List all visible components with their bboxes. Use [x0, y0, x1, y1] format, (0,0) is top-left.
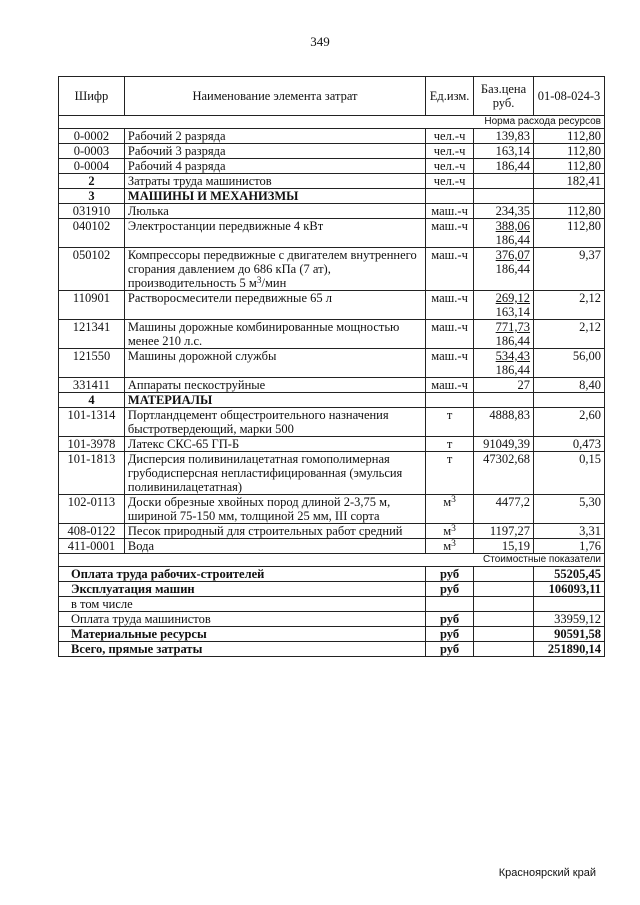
row-name — [124, 437, 425, 452]
row-name-text: Дисперсия поливинилацетатная гомополимерная грубодисперсная непластифицированная (эмульсия поливинилацетатная) — [127, 452, 403, 494]
row-name — [124, 320, 425, 349]
row-code — [59, 437, 125, 452]
summary-unit-text: руб — [440, 582, 460, 596]
row-unit-text: т — [446, 408, 453, 422]
row-price-text: 186,44 — [495, 159, 531, 173]
row-unit-text: м — [443, 539, 452, 553]
row-code-text: 101-1813 — [67, 452, 116, 466]
row-price-secondary: 186,44 — [495, 334, 531, 348]
row-code-text: 102-0113 — [67, 495, 116, 509]
row-name — [124, 189, 425, 204]
row-price — [474, 291, 534, 320]
row-unit — [426, 159, 474, 174]
row-code-text: 4 — [88, 393, 95, 407]
row-name-text: Вода — [127, 539, 155, 553]
header-unit: Ед.изм. — [426, 77, 474, 116]
row-unit-text: м — [443, 495, 452, 509]
row-name — [124, 539, 425, 554]
row-name-text: Машины дорожной службы — [127, 349, 277, 363]
row-unit — [426, 129, 474, 144]
row-code-text: 101-3978 — [67, 437, 116, 451]
row-price — [474, 320, 534, 349]
row-code — [59, 219, 125, 248]
row-norm — [534, 129, 605, 144]
row-name — [124, 144, 425, 159]
summary-row — [59, 612, 605, 627]
summary-value-text: 90591,58 — [554, 627, 601, 641]
row-norm-text: 2,60 — [579, 408, 601, 422]
norm-caption: Норма расхода ресурсов — [59, 116, 605, 129]
row-unit-text: м — [443, 524, 452, 538]
summary-name-text: Оплата труда рабочих-строителей — [71, 567, 265, 581]
row-price-secondary: 186,44 — [495, 363, 531, 377]
row-code-text: 110901 — [72, 291, 110, 305]
row-norm — [534, 189, 605, 204]
row-unit-sup: 3 — [451, 495, 456, 505]
table-row — [59, 349, 605, 378]
row-price-text: 771,73 — [495, 320, 531, 334]
row-price-text: 47302,68 — [483, 452, 531, 466]
row-name-text: Машины дорожные комбинированные мощностью менее 210 л.с. — [127, 320, 400, 348]
row-unit — [426, 248, 474, 291]
summary-unit — [426, 567, 474, 582]
summary-value — [534, 567, 605, 582]
summary-value-text: 33959,12 — [554, 612, 601, 626]
summary-name-text: Материальные ресурсы — [71, 627, 207, 641]
row-name — [124, 378, 425, 393]
summary-name-text: Оплата труда машинистов — [71, 612, 211, 626]
row-unit-text: чел.-ч — [433, 159, 466, 173]
row-name-tail: /мин — [261, 276, 287, 290]
summary-row — [59, 567, 605, 582]
header-code: Шифр — [59, 77, 125, 116]
summary-unit-text: руб — [440, 567, 460, 581]
row-code — [59, 524, 125, 539]
summary-row — [59, 597, 605, 612]
row-norm-text: 5,30 — [579, 495, 601, 509]
table-row — [59, 204, 605, 219]
row-norm — [534, 174, 605, 189]
row-unit — [426, 204, 474, 219]
row-price-secondary: 163,14 — [495, 305, 531, 319]
row-name — [124, 174, 425, 189]
row-code-text: 050102 — [72, 248, 111, 262]
table-row — [59, 378, 605, 393]
row-code-text: 040102 — [72, 219, 111, 233]
row-unit — [426, 291, 474, 320]
summary-value — [534, 612, 605, 627]
cost-caption: Стоимостные показатели — [59, 554, 605, 567]
row-unit-text: маш.-ч — [431, 291, 468, 305]
summary-value-text: 55205,45 — [554, 567, 601, 581]
row-code-text: 408-0122 — [67, 524, 116, 538]
row-norm — [534, 524, 605, 539]
row-name — [124, 393, 425, 408]
resource-norm-table — [58, 76, 605, 657]
row-unit-text: чел.-ч — [433, 129, 466, 143]
row-code — [59, 248, 125, 291]
row-unit — [426, 174, 474, 189]
row-name-text: Песок природный для строительных работ средний — [127, 524, 403, 538]
table-row — [59, 219, 605, 248]
table-row — [59, 393, 605, 408]
row-unit-text: маш.-ч — [431, 204, 468, 218]
summary-name — [59, 642, 426, 657]
summary-unit-text: руб — [440, 612, 460, 626]
row-norm — [534, 378, 605, 393]
row-norm — [534, 495, 605, 524]
summary-value — [534, 597, 605, 612]
row-code-text: 121341 — [72, 320, 111, 334]
row-unit-text: маш.-ч — [431, 320, 468, 334]
row-price-text: 234,35 — [495, 204, 531, 218]
row-norm — [534, 144, 605, 159]
row-name — [124, 495, 425, 524]
summary-empty — [474, 612, 534, 627]
row-unit — [426, 219, 474, 248]
row-price — [474, 129, 534, 144]
row-code — [59, 378, 125, 393]
row-code — [59, 539, 125, 554]
row-price-text: 534,43 — [495, 349, 531, 363]
row-price — [474, 144, 534, 159]
row-unit — [426, 320, 474, 349]
table-row — [59, 291, 605, 320]
row-norm-text: 56,00 — [572, 349, 601, 363]
row-name-text: Аппараты пескоструйные — [127, 378, 266, 392]
row-code — [59, 204, 125, 219]
summary-row — [59, 582, 605, 597]
summary-name-text: Эксплуатация машин — [71, 582, 195, 596]
row-price-text: 163,14 — [495, 144, 531, 158]
row-price-text: 4888,83 — [489, 408, 531, 422]
summary-unit-text: руб — [440, 627, 460, 641]
row-code-text: 121550 — [72, 349, 111, 363]
row-unit-text: чел.-ч — [433, 174, 466, 188]
row-name — [124, 204, 425, 219]
summary-unit — [426, 642, 474, 657]
row-price-secondary: 186,44 — [495, 262, 531, 276]
row-code — [59, 393, 125, 408]
row-norm-text: 112,80 — [567, 129, 601, 143]
row-unit — [426, 408, 474, 437]
summary-empty — [474, 597, 534, 612]
row-unit — [426, 495, 474, 524]
row-norm-text: 0,473 — [572, 437, 601, 451]
row-name-text: Рабочий 2 разряда — [127, 129, 226, 143]
row-name-text: Компрессоры передвижные с двигателем внутреннего сгорания давлением до 686 кПа (7 ат), производительность 5 м — [127, 248, 417, 290]
row-unit-text: маш.-ч — [431, 349, 468, 363]
row-price-text: 15,19 — [501, 539, 531, 553]
row-norm — [534, 219, 605, 248]
row-price-text: 27 — [517, 378, 531, 392]
table-row — [59, 495, 605, 524]
summary-value-text: 106093,11 — [548, 582, 601, 596]
row-norm — [534, 204, 605, 219]
row-price-text: 91049,39 — [483, 437, 531, 451]
row-norm — [534, 349, 605, 378]
row-unit-text: маш.-ч — [431, 219, 468, 233]
row-code-text: 2 — [88, 174, 95, 188]
row-name-text: Рабочий 3 разряда — [127, 144, 226, 158]
summary-empty — [474, 627, 534, 642]
row-price — [474, 437, 534, 452]
footer-region: Красноярский край — [498, 867, 596, 879]
row-unit — [426, 349, 474, 378]
row-price — [474, 378, 534, 393]
header-name: Наименование элемента затрат — [124, 77, 425, 116]
row-price — [474, 204, 534, 219]
row-norm — [534, 248, 605, 291]
row-name-text: Люлька — [127, 204, 169, 218]
row-unit-text: т — [446, 437, 453, 451]
table-row — [59, 320, 605, 349]
row-norm-text: 112,80 — [567, 144, 601, 158]
row-price — [474, 248, 534, 291]
summary-unit — [426, 582, 474, 597]
row-norm — [534, 393, 605, 408]
row-norm-text: 2,12 — [579, 291, 601, 305]
row-name-sup: 3 — [256, 276, 262, 286]
row-norm-text: 112,80 — [567, 204, 601, 218]
row-price — [474, 219, 534, 248]
row-code — [59, 189, 125, 204]
header-base-price: Баз.цена руб. — [474, 77, 534, 116]
row-name — [124, 159, 425, 174]
row-norm-text: 182,41 — [566, 174, 601, 188]
row-unit-text: маш.-ч — [431, 378, 468, 392]
summary-empty — [474, 567, 534, 582]
header-norm-code: 01-08-024-3 — [534, 77, 605, 116]
table-row — [59, 437, 605, 452]
row-norm-text: 112,80 — [567, 159, 601, 173]
table-row — [59, 159, 605, 174]
row-code-text: 0-0004 — [73, 159, 110, 173]
summary-unit — [426, 612, 474, 627]
summary-name-text: в том числе — [71, 597, 133, 611]
row-code — [59, 129, 125, 144]
table-header-row — [59, 77, 605, 116]
row-name — [124, 291, 425, 320]
row-name-text: Электростанции передвижные 4 кВт — [127, 219, 324, 233]
row-norm-text: 8,40 — [579, 378, 601, 392]
summary-name — [59, 597, 426, 612]
row-unit — [426, 144, 474, 159]
row-norm-text: 0,15 — [579, 452, 601, 466]
row-name-text: Портландцемент общестроительного назначения быстротвердеющий, марки 500 — [127, 408, 389, 436]
row-norm-text: 3,31 — [579, 524, 601, 538]
row-unit — [426, 452, 474, 495]
summary-unit-text: руб — [440, 642, 460, 656]
row-price-secondary: 186,44 — [495, 233, 531, 247]
summary-unit — [426, 627, 474, 642]
row-price — [474, 349, 534, 378]
row-code — [59, 495, 125, 524]
row-unit — [426, 393, 474, 408]
row-name-text: Латекс СКС-65 ГП-Б — [127, 437, 240, 451]
summary-empty — [474, 642, 534, 657]
row-unit — [426, 378, 474, 393]
row-unit-sup: 3 — [451, 539, 456, 549]
row-code-text: 101-1314 — [67, 408, 116, 422]
row-unit — [426, 189, 474, 204]
summary-value — [534, 627, 605, 642]
row-code — [59, 144, 125, 159]
row-norm-text: 2,12 — [579, 320, 601, 334]
table-row — [59, 408, 605, 437]
row-name-text: Рабочий 4 разряда — [127, 159, 226, 173]
row-name — [124, 452, 425, 495]
row-code — [59, 349, 125, 378]
row-name — [124, 524, 425, 539]
row-code-text: 3 — [88, 189, 95, 203]
norm-caption-row — [59, 116, 605, 129]
table-row — [59, 248, 605, 291]
table-row — [59, 189, 605, 204]
row-unit — [426, 524, 474, 539]
row-code — [59, 452, 125, 495]
row-norm — [534, 452, 605, 495]
row-code — [59, 174, 125, 189]
row-price — [474, 524, 534, 539]
row-price — [474, 189, 534, 204]
row-name-text: Доски обрезные хвойных пород длиной 2-3,75 м, шириной 75-150 мм, толщиной 25 мм, III сорта — [127, 495, 391, 523]
summary-empty — [474, 582, 534, 597]
row-norm-text: 9,37 — [579, 248, 601, 262]
summary-name — [59, 582, 426, 597]
row-code-text: 0-0002 — [73, 129, 110, 143]
row-code — [59, 159, 125, 174]
table-row — [59, 452, 605, 495]
row-unit-text: т — [446, 452, 453, 466]
cost-caption-row — [59, 554, 605, 567]
row-unit-text: маш.-ч — [431, 248, 468, 262]
summary-name — [59, 567, 426, 582]
summary-row — [59, 627, 605, 642]
page-number: 349 — [310, 34, 330, 49]
row-price-text: 376,07 — [495, 248, 531, 262]
row-price — [474, 174, 534, 189]
row-price-text: 269,12 — [495, 291, 531, 305]
summary-value — [534, 642, 605, 657]
summary-name-text: Всего, прямые затраты — [71, 642, 203, 656]
table-row — [59, 539, 605, 554]
row-name — [124, 219, 425, 248]
summary-value-text: 251890,14 — [547, 642, 601, 656]
row-name — [124, 248, 425, 291]
row-code — [59, 291, 125, 320]
row-name-text: Растворосмесители передвижные 65 л — [127, 291, 332, 305]
row-unit-sup: 3 — [451, 524, 456, 534]
summary-unit — [426, 597, 474, 612]
row-unit-text: чел.-ч — [433, 144, 466, 158]
row-code — [59, 408, 125, 437]
row-name-text: МАТЕРИАЛЫ — [127, 393, 213, 407]
row-name — [124, 408, 425, 437]
row-unit — [426, 437, 474, 452]
summary-row — [59, 642, 605, 657]
row-price-text: 139,83 — [495, 129, 531, 143]
row-price — [474, 539, 534, 554]
row-code-text: 411-0001 — [67, 539, 116, 553]
table-row — [59, 144, 605, 159]
table-row — [59, 524, 605, 539]
row-price — [474, 393, 534, 408]
row-price — [474, 408, 534, 437]
row-norm — [534, 539, 605, 554]
row-code-text: 031910 — [72, 204, 111, 218]
row-price — [474, 159, 534, 174]
row-norm — [534, 437, 605, 452]
row-norm-text: 112,80 — [567, 219, 601, 233]
row-code — [59, 320, 125, 349]
row-norm — [534, 320, 605, 349]
row-price-text: 388,06 — [495, 219, 531, 233]
summary-name — [59, 627, 426, 642]
row-price-text: 1197,27 — [489, 524, 531, 538]
table-row — [59, 174, 605, 189]
row-name — [124, 349, 425, 378]
row-price — [474, 452, 534, 495]
row-norm — [534, 291, 605, 320]
row-unit — [426, 539, 474, 554]
row-price-text: 4477,2 — [495, 495, 531, 509]
summary-name — [59, 612, 426, 627]
row-price — [474, 495, 534, 524]
row-code-text: 0-0003 — [73, 144, 110, 158]
row-norm — [534, 408, 605, 437]
row-norm — [534, 159, 605, 174]
row-name-text: Затраты труда машинистов — [127, 174, 272, 188]
summary-value — [534, 582, 605, 597]
row-norm-text: 1,76 — [579, 539, 601, 553]
row-name — [124, 129, 425, 144]
row-code-text: 331411 — [72, 378, 110, 392]
row-name-text: МАШИНЫ И МЕХАНИЗМЫ — [127, 189, 299, 203]
table-row — [59, 129, 605, 144]
